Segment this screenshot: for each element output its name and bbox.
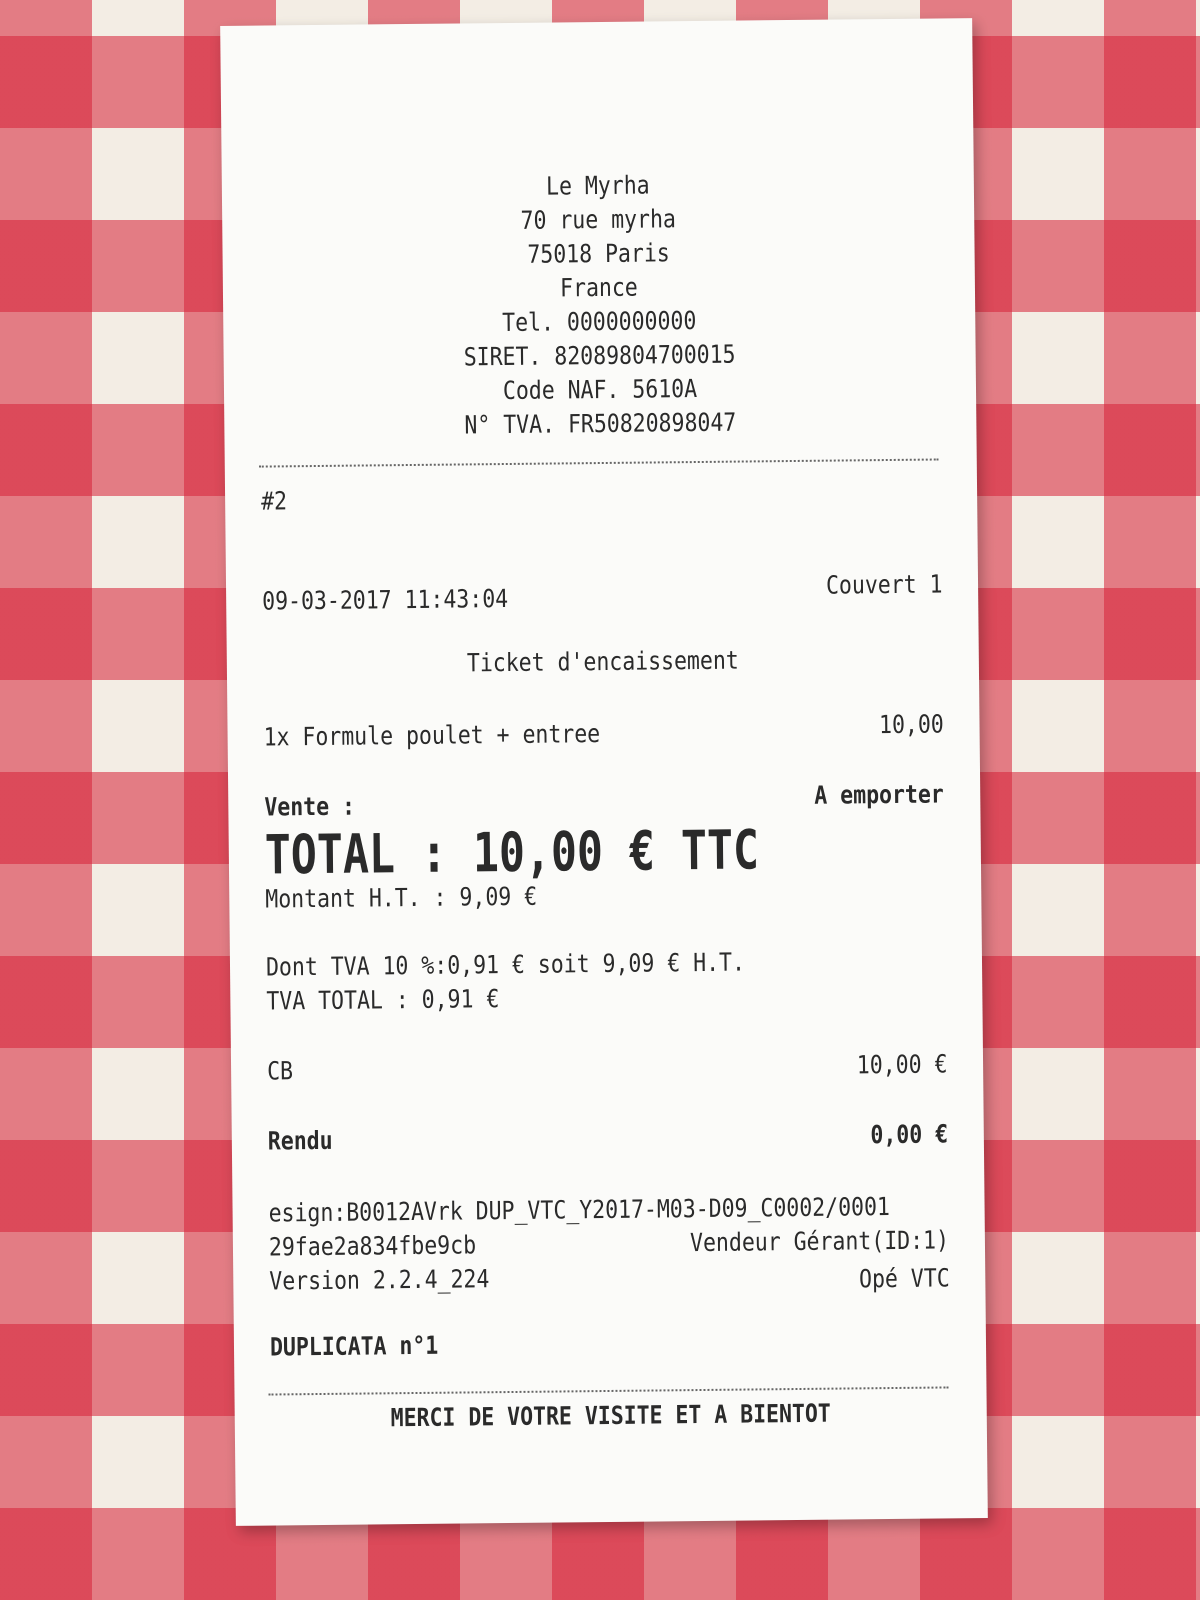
esign-code: esign:B0012AVrk DUP_VTC_Y2017-M03-D09_C0002/0001 [268,1192,891,1228]
item-price: 10,00 [878,709,944,740]
restaurant-city: 75018 Paris [527,238,670,269]
hash-code: 29fae2a834fbe9cb [268,1230,477,1262]
header-divider [259,458,939,467]
montant-ht: Montant H.T. : 9,09 € [265,881,538,914]
receipt [220,18,988,1526]
restaurant-country: France [559,272,638,303]
duplicata: DUPLICATA n°1 [269,1330,439,1362]
tva-total: TVA TOTAL : 0,91 € [266,984,500,1016]
ticket-datetime: 09-03-2017 11:43:04 [262,583,509,616]
restaurant-siret: SIRET. 82089804700015 [463,339,736,372]
operation-type: Opé VTC [858,1263,950,1294]
rendu-amount: 0,00 € [869,1119,948,1150]
footer-divider [268,1386,948,1395]
vente-mode: A emporter [814,779,945,810]
tva-detail: Dont TVA 10 %:0,91 € soit 9,09 € H.T. [265,947,746,982]
ticket-couvert: Couvert 1 [825,569,943,600]
thanks-message: MERCI DE VOTRE VISITE ET A BIENTOT [390,1398,831,1433]
ticket-number: #2 [260,486,288,516]
restaurant-name: Le Myrha [545,170,650,201]
ticket-type: Ticket d'encaissement [466,645,739,678]
restaurant-tva: N° TVA. FR50820898047 [464,407,737,440]
restaurant-street: 70 rue myrha [520,204,677,235]
item-label: 1x Formule poulet + entree [263,719,601,752]
payment-method: CB [266,1056,294,1086]
rendu-label: Rendu [267,1125,333,1156]
software-version: Version 2.2.4_224 [269,1264,490,1296]
total-ttc: TOTAL : 10,00 € TTC [264,818,760,887]
restaurant-phone: Tel. 0000000000 [502,306,697,338]
payment-amount: 10,00 € [856,1049,948,1080]
vente-label: Vente : [264,791,356,822]
vendeur: Vendeur Gérant(ID:1) [689,1225,950,1258]
restaurant-naf: Code NAF. 5610A [502,374,698,406]
